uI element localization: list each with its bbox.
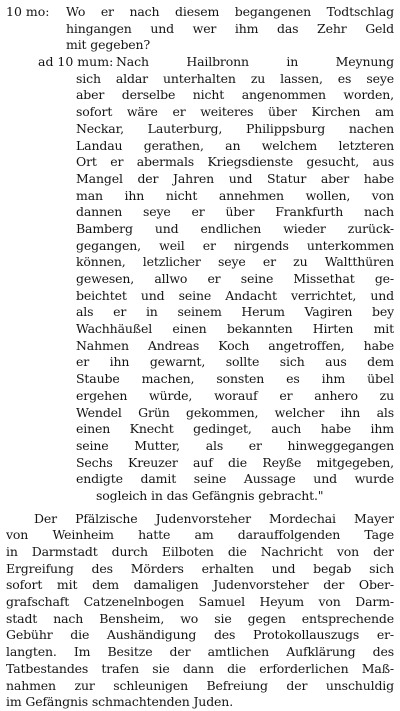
answer-line: als er in seinem Herum Vagiren bey bbox=[76, 304, 394, 320]
answer-line: man ihn nicht annehmen wollen, von bbox=[76, 187, 394, 203]
answer-line: Wendel Grün gekommen, welcher ihn als bbox=[76, 404, 394, 420]
answer-line: sogleich in das Gefängnis gebracht." bbox=[96, 487, 324, 503]
paragraph-line: nahmen zur schleunigen Befreiung der unschuldig bbox=[6, 677, 394, 693]
body-paragraph bbox=[6, 511, 394, 711]
answer-line: gewesen, allwo er seine Missethat ge- bbox=[76, 271, 394, 287]
answer-line: Bamberg und endlichen wieder zurück- bbox=[76, 220, 394, 236]
paragraph-line: Gebühr die Aushändigung des Protokollauszugs er- bbox=[6, 627, 394, 643]
question-line: hingangen und wer ihm das Zehr Geld bbox=[66, 20, 394, 36]
paragraph-line: stadt nach Bensheim, wo sie gegen entsprechende bbox=[6, 610, 394, 626]
paragraph-line: Der Pfälzische Judenvorsteher Mordechai Mayer bbox=[34, 510, 394, 526]
answer-line: ergehen würde, worauf er anhero zu bbox=[76, 387, 394, 403]
paragraph-line: langten. Im Besitze der amtlichen Aufklärung des bbox=[6, 644, 394, 660]
answer-line: Landau gerathen, an welchem letzteren bbox=[76, 137, 394, 153]
answer-label: ad 10 mum: bbox=[38, 54, 114, 70]
answer-first-line-wrap bbox=[116, 54, 394, 71]
answer-line: endigte damit seine Aussage und wurde bbox=[76, 471, 394, 487]
paragraph-line: Tatbestandes trafen sie dann die erforderlichen Maß- bbox=[6, 660, 394, 676]
answer-line: einen Knecht gedinget, auch habe ihm bbox=[76, 421, 394, 437]
answer-text bbox=[76, 71, 394, 505]
paragraph-line: Ergreifung des Mörders erhalten und begab sich bbox=[6, 560, 394, 576]
answer-line: Nach Hailbronn in Meynung bbox=[116, 54, 394, 70]
answer-line: er ihn gewarnt, sollte sich aus dem bbox=[76, 354, 394, 370]
answer-line: Mangel der Jahren und Statur aber habe bbox=[76, 170, 394, 186]
question-text bbox=[66, 4, 394, 54]
paragraph-line: sofort mit dem damaligen Judenvorsteher der Ober- bbox=[6, 577, 394, 593]
answer-line: gegangen, weil er nirgends unterkommen bbox=[76, 237, 394, 253]
answer-line: beichtet und seine Andacht verrichtet, und bbox=[76, 287, 394, 303]
paragraph-line: grafschaft Catzenelnbogen Samuel Heyum von Darm- bbox=[6, 594, 394, 610]
paragraph-line: im Gefängnis schmachtenden Juden. bbox=[6, 694, 234, 710]
answer-line: Nahmen Andreas Koch angetroffen, habe bbox=[76, 337, 394, 353]
answer-line: dannen seye er über Frankfurth nach bbox=[76, 204, 394, 220]
answer-line: Staube machen, sonsten es ihm übel bbox=[76, 371, 394, 387]
question-label: 10 mo: bbox=[6, 4, 50, 19]
answer-line: aber derselbe nicht angenommen worden, bbox=[76, 87, 394, 103]
answer-line: können, letzlicher seye er zu Waltthüren bbox=[76, 254, 394, 270]
answer-line: Neckar, Lauterburg, Philippsburg nachen bbox=[76, 120, 394, 136]
answer-line: seine Mutter, als er hinweggegangen bbox=[76, 437, 394, 453]
question-block bbox=[6, 4, 394, 54]
paragraph-line: in Darmstadt durch Eilboten die Nachricht von der bbox=[6, 544, 394, 560]
question-line: mit gegeben? bbox=[66, 37, 150, 53]
question-line: Wo er nach diesem begangenen Todtschlag bbox=[66, 4, 394, 19]
paragraph-line: von Weinheim hatte am darauffolgenden Tage bbox=[6, 527, 394, 543]
answer-line: Sechs Kreuzer auf die Reyße mitgegeben, bbox=[76, 454, 394, 470]
answer-line: Wachhäußel einen bekannten Hirten mit bbox=[76, 321, 394, 337]
answer-line: sofort wäre er weiteres über Kirchen am bbox=[76, 104, 394, 120]
answer-line: sich aldar unterhalten zu lassen, es seye bbox=[76, 70, 394, 86]
answer-block bbox=[38, 54, 394, 71]
answer-line: Ort er abermals Kriegsdienste gesucht, aus bbox=[76, 154, 394, 170]
